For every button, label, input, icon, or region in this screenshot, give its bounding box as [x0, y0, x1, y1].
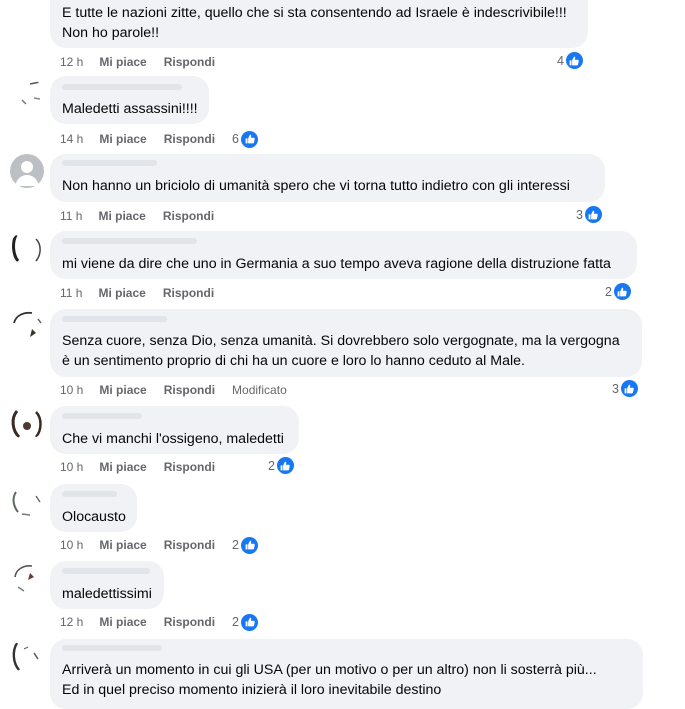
comment-text: Maledetti assassini!!!!: [62, 101, 198, 117]
reaction-count[interactable]: [576, 206, 602, 223]
comment-time[interactable]: 10 h: [60, 383, 84, 397]
avatar[interactable]: [10, 406, 44, 440]
avatar[interactable]: [10, 154, 44, 188]
comment-text: Non hanno un briciolo di umanità spero che vi torna tutto indietro con gli interessi: [62, 178, 570, 194]
like-button[interactable]: Mi piace: [99, 55, 147, 69]
reply-button[interactable]: Rispondi: [163, 383, 216, 397]
comment-text: maledettissimi: [62, 586, 152, 602]
reaction-count[interactable]: [612, 380, 638, 397]
comment-meta: [60, 459, 232, 475]
comment-time[interactable]: 11 h: [60, 286, 83, 300]
author-name[interactable]: [62, 568, 150, 574]
like-button[interactable]: Mi piace: [99, 615, 147, 629]
avatar[interactable]: [10, 78, 44, 112]
comment-text: Olocausto: [62, 509, 126, 525]
author-name[interactable]: [62, 413, 142, 419]
author-name[interactable]: [62, 238, 197, 244]
like-button[interactable]: Mi piace: [98, 209, 146, 223]
comment-bubble: [50, 561, 164, 609]
reply-button[interactable]: Rispondi: [163, 538, 216, 552]
reaction-number: 3: [576, 207, 583, 222]
reaction-count[interactable]: [232, 131, 258, 148]
reaction-count[interactable]: [232, 614, 258, 631]
comment-text: Che vi manchi l'ossigeno, maledetti: [62, 431, 284, 447]
like-button[interactable]: Mi piace: [99, 132, 147, 146]
comment-meta: [60, 54, 232, 70]
comment-text: E tutte le nazioni zitte, quello che si sta consentendo ad Israele è indescrivibile!!! Non ho parole!!: [62, 5, 567, 41]
reply-button[interactable]: Rispondi: [163, 615, 216, 629]
reaction-count[interactable]: [557, 52, 583, 69]
like-thumb-icon: [241, 614, 258, 631]
comment-bubble: [50, 639, 643, 709]
comment-meta: [60, 285, 231, 301]
author-name[interactable]: [62, 645, 162, 651]
like-button[interactable]: Mi piace: [99, 460, 147, 474]
like-thumb-icon: [585, 206, 602, 223]
comment-meta: [60, 382, 304, 398]
comment-bubble: [50, 76, 209, 124]
reaction-number: 4: [557, 53, 564, 68]
author-name[interactable]: [62, 84, 182, 90]
comment-meta: [60, 537, 258, 553]
reaction-count[interactable]: [232, 537, 258, 554]
avatar[interactable]: [10, 309, 44, 343]
comment-time[interactable]: 11 h: [60, 209, 83, 223]
avatar[interactable]: [10, 561, 44, 595]
comment-text: Arriverà un momento in cui gli USA (per un motivo o per un altro) non li sosterrà più... Ed in quel preciso momento inizierà il loro inevitabile destino: [62, 662, 597, 698]
reaction-number: 2: [605, 284, 612, 299]
comment-time[interactable]: 14 h: [60, 132, 84, 146]
comment-text: mi viene da dire che uno in Germania a suo tempo aveva ragione della distruzione fatta: [62, 256, 611, 272]
reaction-number: 6: [232, 132, 239, 146]
comment-bubble: [50, 406, 299, 454]
like-thumb-icon: [241, 537, 258, 554]
like-thumb-icon: [621, 380, 638, 397]
comment-bubble: [50, 309, 642, 377]
reaction-number: 2: [268, 458, 275, 473]
author-name[interactable]: [62, 491, 117, 497]
comment-meta: [60, 208, 231, 224]
like-thumb-icon: [566, 52, 583, 69]
reaction-count[interactable]: [268, 457, 294, 474]
comment-time[interactable]: 10 h: [60, 460, 84, 474]
comment-time[interactable]: 12 h: [60, 55, 84, 69]
like-button[interactable]: Mi piace: [99, 383, 147, 397]
like-thumb-icon: [241, 131, 258, 148]
reply-button[interactable]: Rispondi: [163, 55, 216, 69]
avatar[interactable]: [10, 639, 44, 673]
comment-bubble: [50, 231, 637, 279]
comment-bubble: [50, 154, 605, 202]
reaction-number: 2: [232, 538, 239, 552]
reply-button[interactable]: Rispondi: [162, 286, 215, 300]
comment-bubble: [50, 0, 588, 48]
reaction-number: 2: [232, 615, 239, 629]
comment-text: Senza cuore, senza Dio, senza umanità. Si dovrebbero solo vergognate, ma la vergogna è un sentimento proprio di chi ha un cuore e loro lo hanno ceduto al Male.: [62, 333, 620, 369]
comment-bubble: [50, 484, 137, 532]
avatar[interactable]: [10, 484, 44, 518]
reaction-number: 3: [612, 381, 619, 396]
reply-button[interactable]: Rispondi: [163, 460, 216, 474]
author-name[interactable]: [62, 160, 157, 166]
comment-meta: [60, 614, 258, 630]
author-name[interactable]: [62, 316, 167, 322]
comment-meta: [60, 131, 258, 147]
like-thumb-icon: [614, 283, 631, 300]
comment-time[interactable]: 10 h: [60, 538, 84, 552]
like-thumb-icon: [277, 457, 294, 474]
reply-button[interactable]: Rispondi: [163, 132, 216, 146]
edited-label: Modificato: [232, 383, 287, 397]
like-button[interactable]: Mi piace: [98, 286, 146, 300]
reply-button[interactable]: Rispondi: [162, 209, 215, 223]
like-button[interactable]: Mi piace: [99, 538, 147, 552]
comment-time[interactable]: 12 h: [60, 615, 84, 629]
reaction-count[interactable]: [605, 283, 631, 300]
avatar[interactable]: [10, 231, 44, 265]
